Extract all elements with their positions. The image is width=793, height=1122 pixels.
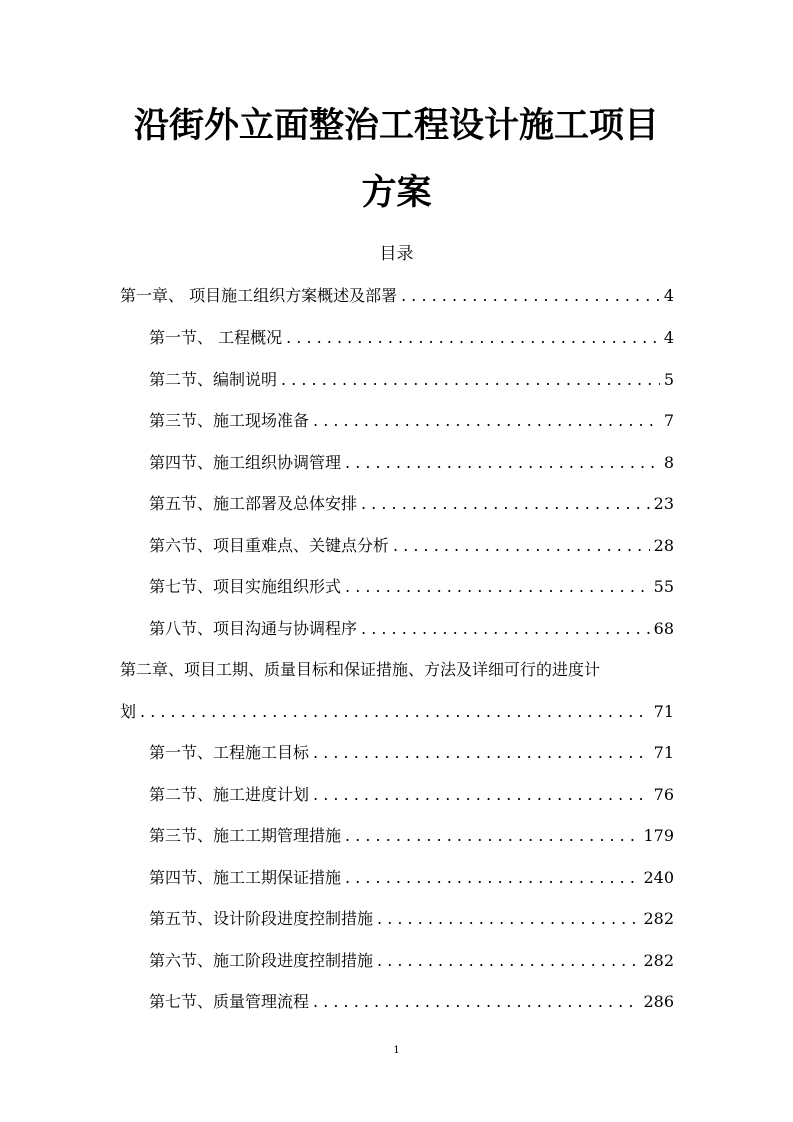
toc-entry-label: 第七节、项目实施组织形式 bbox=[149, 577, 342, 596]
toc-entry-section[interactable] bbox=[120, 533, 674, 557]
toc-entry-section[interactable] bbox=[120, 740, 674, 764]
toc-leader-dots bbox=[345, 577, 650, 596]
toc-entry-page: 71 bbox=[653, 702, 674, 721]
toc-entry-label: 第七节、质量管理流程 bbox=[149, 992, 310, 1011]
toc-entry-page: 76 bbox=[653, 785, 674, 804]
toc-entry-section[interactable] bbox=[120, 367, 674, 391]
toc-entry-section[interactable] bbox=[120, 616, 674, 640]
toc-entry-label: 第二节、施工进度计划 bbox=[149, 785, 310, 804]
toc-heading: 目录 bbox=[379, 244, 414, 264]
toc-entry-page: 240 bbox=[643, 868, 674, 887]
toc-entry-label: 第四节、施工工期保证措施 bbox=[149, 868, 342, 887]
toc-entry-section[interactable] bbox=[120, 491, 674, 515]
toc-leader-dots bbox=[313, 743, 650, 762]
toc-entry-label: 第八节、项目沟通与协调程序 bbox=[149, 619, 358, 638]
toc-leader-dots bbox=[393, 536, 650, 555]
toc-leader-dots bbox=[140, 702, 650, 721]
toc-entry-label: 第六节、项目重难点、关键点分析 bbox=[149, 536, 390, 555]
toc-leader-dots bbox=[313, 785, 650, 804]
toc-entry-page: 7 bbox=[663, 411, 674, 430]
toc-entry-chapter-1[interactable] bbox=[120, 283, 674, 307]
toc-entry-label: 第三节、施工现场准备 bbox=[149, 411, 310, 430]
toc-leader-dots bbox=[313, 992, 639, 1011]
toc-leader-dots bbox=[281, 370, 660, 389]
toc-entry-page: 71 bbox=[653, 743, 674, 762]
toc-leader-dots bbox=[345, 826, 639, 845]
toc-entry-section[interactable] bbox=[120, 782, 674, 806]
toc-entry-label: 第二节、编制说明 bbox=[149, 370, 278, 389]
toc-entry-label: 第一节、 工程概况 bbox=[149, 328, 283, 347]
toc-entry-label: 第六节、施工阶段进度控制措施 bbox=[149, 951, 374, 970]
toc-entry-page: 55 bbox=[653, 577, 674, 596]
toc-entry-label: 第一节、工程施工目标 bbox=[149, 743, 310, 762]
toc-entry-section[interactable] bbox=[120, 408, 674, 432]
toc-entry-page: 5 bbox=[663, 370, 674, 389]
toc-entry-label: 第五节、设计阶段进度控制措施 bbox=[149, 909, 374, 928]
toc-entry-page: 282 bbox=[643, 909, 674, 928]
toc-entry-section[interactable] bbox=[120, 450, 674, 474]
toc-entry-label: 第五节、施工部署及总体安排 bbox=[149, 494, 358, 513]
toc-entry-section[interactable] bbox=[120, 989, 674, 1013]
toc-entry-section[interactable] bbox=[120, 325, 674, 349]
toc-entry-section[interactable] bbox=[120, 948, 674, 972]
toc-leader-dots bbox=[345, 868, 639, 887]
toc-entry-section[interactable] bbox=[120, 906, 674, 930]
toc-entry-label: 第一章、 项目施工组织方案概述及部署 bbox=[120, 286, 398, 305]
toc-entry-label: 第四节、施工组织协调管理 bbox=[149, 453, 342, 472]
toc-entry-label: 划 bbox=[120, 702, 137, 721]
toc-entry-page: 8 bbox=[663, 453, 674, 472]
toc-entry-label: 第三节、施工工期管理措施 bbox=[149, 826, 342, 845]
toc-leader-dots bbox=[345, 453, 660, 472]
toc-leader-dots bbox=[377, 909, 639, 928]
toc-entry-section[interactable] bbox=[120, 865, 674, 889]
toc-leader-dots bbox=[377, 951, 639, 970]
toc-entry-chapter-2-line-1[interactable]: 第二章、项目工期、质量目标和保证措施、方法及详细可行的进度计 bbox=[120, 660, 601, 679]
page-number: 1 bbox=[393, 1045, 400, 1056]
toc-entry-page: 68 bbox=[653, 619, 674, 638]
toc-entry-page: 23 bbox=[653, 494, 674, 513]
toc-leader-dots bbox=[361, 619, 650, 638]
toc-entry-page: 179 bbox=[643, 826, 674, 845]
toc-leader-dots bbox=[313, 411, 660, 430]
toc-entry-page: 282 bbox=[643, 951, 674, 970]
toc-leader-dots bbox=[361, 494, 650, 513]
toc-entry-section[interactable] bbox=[120, 574, 674, 598]
toc-entry-page: 28 bbox=[653, 536, 674, 555]
document-title-line-1: 沿街外立面整治工程设计施工项目 bbox=[133, 106, 659, 146]
toc-leader-dots bbox=[286, 328, 660, 347]
toc-entry-page: 4 bbox=[663, 328, 674, 347]
toc-leader-dots bbox=[401, 286, 660, 305]
toc-entry-section[interactable] bbox=[120, 823, 674, 847]
document-title-line-2: 方案 bbox=[361, 173, 432, 213]
toc-entry-page: 4 bbox=[663, 286, 674, 305]
toc-entry-page: 286 bbox=[643, 992, 674, 1011]
toc-entry-chapter-2[interactable] bbox=[120, 699, 674, 723]
